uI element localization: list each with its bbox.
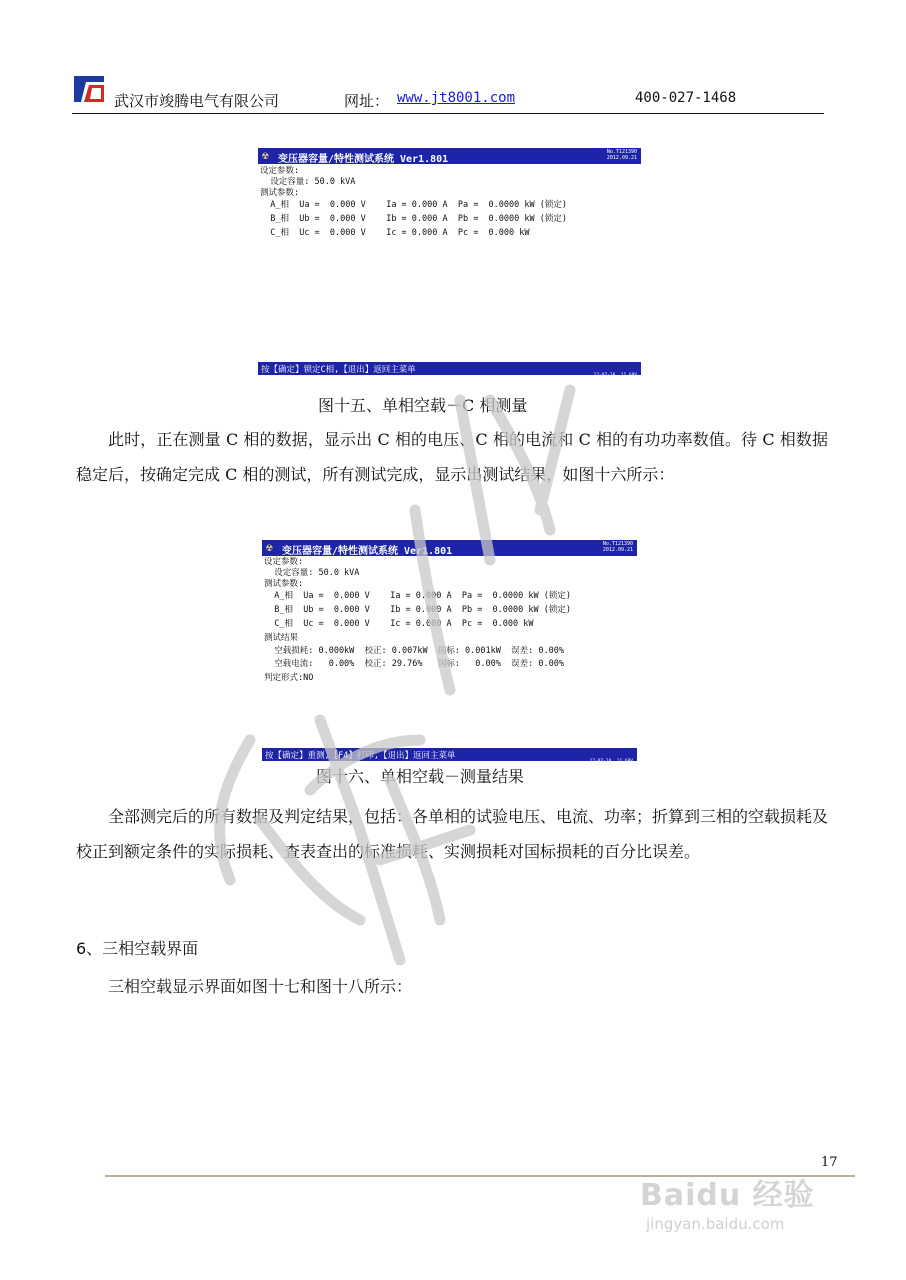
screen-footer-text: 按【确定】锁定C相,【退出】返回主菜单	[261, 365, 416, 375]
company-name: 武汉市竣腾电气有限公司	[114, 92, 280, 110]
figure-caption: 图十五、单相空载－C 相测量	[318, 396, 528, 415]
screen-line: 设定参数:	[264, 557, 304, 567]
screen-status: No.T121390 2012.09.21	[606, 149, 637, 161]
screen-title: 变压器容量/特性测试系统 Ver1.801	[278, 154, 449, 165]
screen-line: 设定容量: 50.0 kVA	[260, 177, 356, 187]
screen-title-bar	[262, 540, 637, 556]
screen-footer-status: 12-07-10 11.69V 15:18:26 04.42%	[589, 759, 633, 769]
baidu-logo: Baidu 经验	[640, 1178, 815, 1213]
screen-line: 测试参数:	[264, 579, 304, 589]
screen-footer-status: 12-07-10 11.69V 15:18:26 04.42%	[593, 373, 637, 383]
website-link[interactable]: www.jt8001.com	[397, 90, 516, 106]
instrument-screen-result	[262, 540, 637, 769]
screen-line: 空载损耗: 0.000kW 校正: 0.007kW 国标: 0.001kW 误差: 0.00%	[264, 646, 564, 656]
body-paragraph: 三相空载显示界面如图十七和图十八所示：	[108, 977, 413, 996]
section-heading: 6、三相空载界面	[76, 939, 199, 958]
screen-footer-bar	[262, 748, 637, 769]
figure-caption: 图十六、单相空载－测量结果	[316, 767, 525, 786]
screen-footer-text: 按【确定】重测,【F4】打印,【退出】返回主菜单	[265, 751, 456, 761]
screen-line: 测试参数:	[260, 188, 300, 198]
body-paragraph: 全部测完后的所有数据及判定结果，包括：各单相的试验电压、电流、功率；折算到三相的空载损耗及校正到额定条件的实际损耗、查表查出的标准损耗、实测损耗对国标损耗的百分比误差。	[76, 807, 829, 861]
instrument-screen-c-phase	[258, 148, 641, 383]
screen-line: A_相 Ua = 0.000 V Ia = 0.000 A Pa = 0.0000 kW (锁定)	[260, 200, 567, 210]
phone-number: 400-027-1468	[635, 90, 737, 106]
screen-line: C_相 Uc = 0.000 V Ic = 0.000 A Pc = 0.000 kW	[260, 228, 530, 238]
screen-status: No.T121390 2012.09.21	[602, 541, 633, 553]
baidu-jingyan-watermark	[640, 1160, 860, 1240]
page-number: 17	[821, 1155, 838, 1170]
company-logo-icon	[72, 74, 106, 104]
screen-line: 设定参数:	[260, 166, 300, 176]
radiation-icon: ☢	[262, 149, 269, 162]
website-label: 网址：	[344, 92, 390, 110]
screen-title-bar	[258, 148, 641, 164]
page-header	[72, 72, 824, 114]
screen-line: 空载电流: 0.00% 校正: 29.76% 国标: 0.00% 误差: 0.00%	[264, 659, 564, 669]
screen-line: A_相 Ua = 0.000 V Ia = 0.000 A Pa = 0.0000 kW (锁定)	[264, 591, 571, 601]
header-divider	[72, 113, 824, 114]
radiation-icon: ☢	[266, 541, 273, 554]
screen-title: 变压器容量/特性测试系统 Ver1.801	[282, 546, 453, 557]
screen-line: B_相 Ub = 0.000 V Ib = 0.000 A Pb = 0.0000 kW (锁定)	[260, 214, 567, 224]
screen-line: B_相 Ub = 0.000 V Ib = 0.000 A Pb = 0.0000 kW (锁定)	[264, 605, 571, 615]
screen-line: 判定形式:NO	[264, 673, 314, 683]
screen-line: C_相 Uc = 0.000 V Ic = 0.000 A Pc = 0.000 kW	[264, 619, 534, 629]
body-paragraph: 此时，正在测量 C 相的数据，显示出 C 相的电压、C 相的电流和 C 相的有功功率数值。待 C 相数据稳定后，按确定完成 C 相的测试，所有测试完成，显示出测试结果，如图十六所示：	[76, 430, 828, 484]
baidu-url: jingyan.baidu.com	[646, 1215, 785, 1233]
screen-line: 测试结果	[264, 633, 299, 643]
screen-footer-bar	[258, 362, 641, 383]
screen-line: 设定容量: 50.0 kVA	[264, 568, 360, 578]
